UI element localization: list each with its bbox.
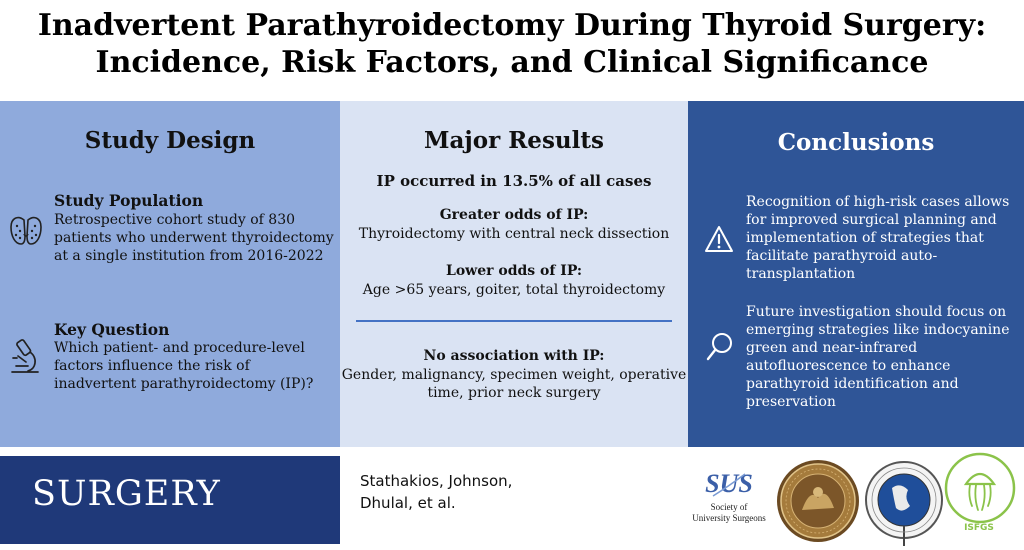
study-design-heading: Study Design — [84, 127, 256, 154]
greater-odds-label: Greater odds of IP: — [439, 207, 589, 223]
incidence-text: IP occurred in 13.5% of all cases — [376, 172, 652, 190]
key-question-text: Which patient- and procedure-level factors influence the risk of inadvertent parathyroidectomy (IP)? — [54, 340, 314, 392]
major-results-panel — [340, 101, 688, 447]
no-association-label: No association with IP: — [423, 348, 605, 364]
microscope-icon — [8, 336, 42, 376]
results-divider — [356, 320, 672, 322]
key-question-label: Key Question — [54, 320, 170, 339]
no-association-text-1: Gender, malignancy, specimen weight, operative — [341, 367, 687, 383]
authors-line-2: Dhulal, et al. — [360, 494, 456, 512]
isfgs-logo-icon — [944, 452, 1016, 524]
study-design-panel — [0, 101, 340, 447]
study-population-text: Retrospective cohort study of 830 patients who underwent thyroidectomy at a single institution from 2016-2022 — [54, 212, 334, 264]
lower-odds-label: Lower odds of IP: — [445, 263, 583, 279]
conclusions-panel — [688, 101, 1024, 447]
page-title — [0, 0, 1024, 100]
major-results-heading: Major Results — [424, 127, 604, 154]
title-line-2: Incidence, Risk Factors, and Clinical Significance — [95, 45, 929, 80]
conclusion-item-1: Recognition of high-risk cases allows for improved surgical planning and implementation of strategies that facilitate parathyroid auto-transplantation — [746, 194, 1010, 282]
authors-line-1: Stathakios, Johnson, — [360, 472, 513, 490]
aaes-seal-icon — [864, 458, 944, 548]
journal-logo: SURGERY — [0, 456, 340, 544]
sus-line-2: University Surgeons — [692, 513, 766, 523]
warning-icon — [704, 225, 734, 253]
study-population-label: Study Population — [54, 191, 204, 210]
sus-line-1: Society of — [710, 502, 748, 512]
central-surgical-seal-icon — [776, 458, 860, 544]
conclusion-item-2: Future investigation should focus on emerging strategies like indocyanine green and near-infrared autofluorescence to enhance parathyroid identification and preservation — [746, 304, 1010, 410]
sus-logo-text — [686, 502, 772, 524]
sus-logo-icon — [705, 466, 753, 500]
thyroid-icon — [8, 214, 44, 248]
title-line-1: Inadvertent Parathyroidectomy During Thyroid Surgery: — [37, 8, 987, 43]
conclusions-heading: Conclusions — [777, 129, 935, 156]
isfgs-text: ISFGS — [964, 523, 994, 533]
greater-odds-text: Thyroidectomy with central neck dissection — [358, 226, 670, 242]
svg-text:SUS: SUS — [705, 469, 753, 498]
magnifier-icon — [706, 331, 734, 363]
no-association-text-2: time, prior neck surgery — [427, 385, 601, 401]
lower-odds-text: Age >65 years, goiter, total thyroidectomy — [362, 282, 666, 298]
authors — [360, 470, 540, 514]
